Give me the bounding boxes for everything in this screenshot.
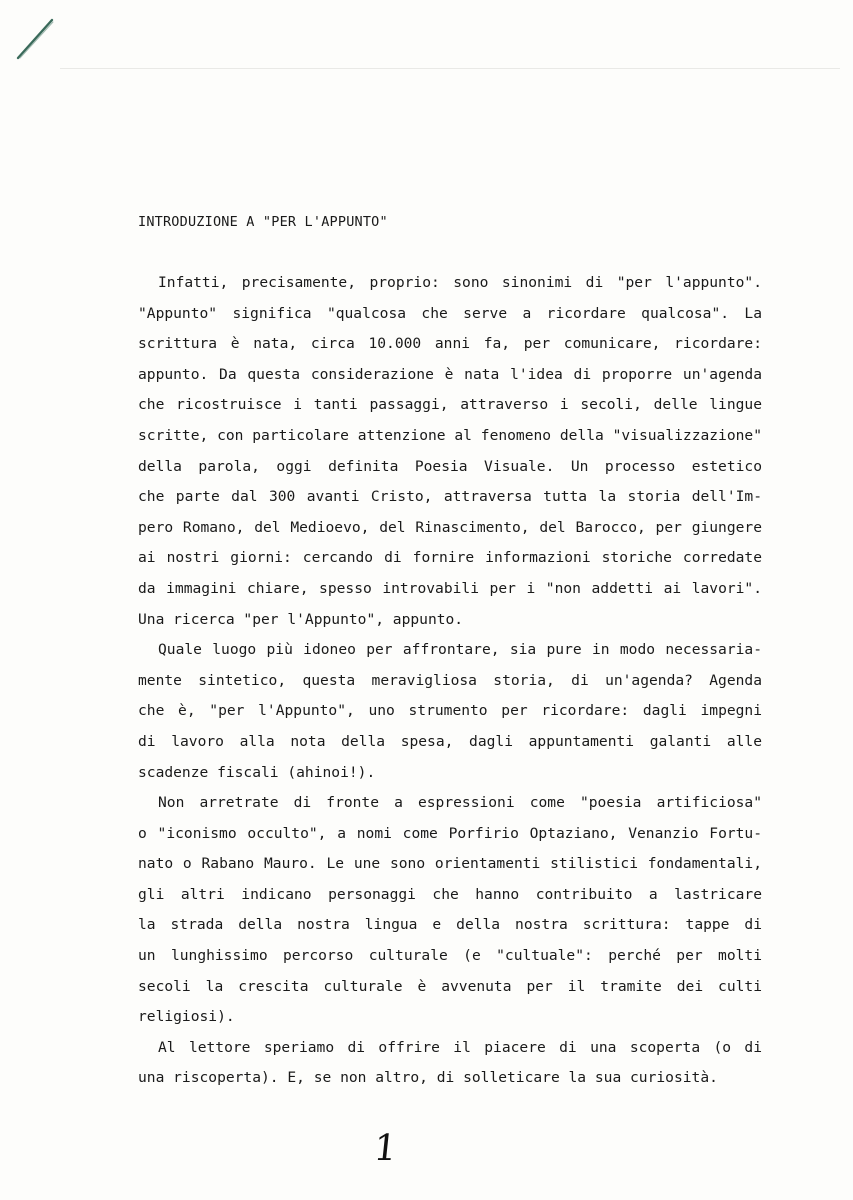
text-line: Infatti, precisamente, proprio: sono sinonimi di "per l'appunto". (158, 274, 762, 291)
document-title: INTRODUZIONE A "PER L'APPUNTO" (138, 214, 388, 230)
paragraph-2 (138, 635, 762, 788)
pen-stroke-icon (14, 14, 56, 62)
text-line: secoli la crescita culturale è avvenuta per il tramite dei culti (138, 977, 762, 995)
page-number: 1 (371, 1128, 400, 1169)
paragraph-3 (138, 788, 762, 1033)
text-line: da immagini chiare, spesso introvabili per i "non addetti ai lavori". (138, 579, 762, 597)
paragraph-4 (138, 1033, 762, 1094)
text-line: della parola, oggi definita Poesia Visuale. Un processo estetico (138, 457, 762, 475)
text-line: appunto. Da questa considerazione è nata l'idea di proporre un'agenda (138, 365, 762, 383)
text-line: Non arretrate di fronte a espressioni come "poesia artificiosa" (158, 794, 762, 812)
text-line: religiosi). (138, 1008, 235, 1026)
text-line: gli altri indicano personaggi che hanno contribuito a lastricare (138, 885, 762, 903)
text-line: o "iconismo occulto", a nomi come Porfirio Optaziano, Venanzio Fortu- (138, 824, 762, 842)
text-line: Una ricerca "per l'Appunto", appunto. (138, 610, 464, 628)
text-line: che ricostruisce i tanti passaggi, attraverso i secoli, delle lingue (138, 396, 762, 414)
text-line: che è, "per l'Appunto", uno strumento per ricordare: dagli impegni (138, 702, 762, 720)
text-line: pero Romano, del Medioevo, del Rinascimento, del Barocco, per giungere (138, 518, 762, 536)
text-line: un lunghissimo percorso culturale (e "cultuale": perché per molti (138, 947, 762, 965)
text-line: una riscoperta). E, se non altro, di solleticare la sua curiosità. (138, 1069, 718, 1087)
text-line: "Appunto" significa "qualcosa che serve a ricordare qualcosa". La (138, 304, 762, 322)
paragraph-1 (138, 268, 762, 635)
text-line: scritte, con particolare attenzione al fenomeno della "visualizzazione" (138, 426, 762, 444)
text-line: la strada della nostra lingua e della nostra scrittura: tappe di (138, 916, 762, 934)
text-line: scrittura è nata, circa 10.000 anni fa, per comunicare, ricordare: (138, 335, 762, 353)
text-line: mente sintetico, questa meravigliosa storia, di un'agenda? Agenda (138, 671, 762, 689)
text-line: Al lettore speriamo di offrire il piacere di una scoperta (o di (158, 1038, 762, 1056)
text-line: scadenze fiscali (ahinoi!). (138, 763, 376, 781)
body-text (138, 268, 762, 1094)
text-line: che parte dal 300 avanti Cristo, attraversa tutta la storia dell'Im- (138, 488, 762, 506)
text-line: nato o Rabano Mauro. Le une sono orientamenti stilistici fondamentali, (138, 855, 762, 873)
text-line: Quale luogo più idoneo per affrontare, sia pure in modo necessaria- (158, 641, 762, 659)
scan-shadow-line (60, 68, 840, 69)
text-line: ai nostri giorni: cercando di fornire informazioni storiche corredate (138, 549, 762, 567)
text-line: di lavoro alla nota della spesa, dagli appuntamenti galanti alle (138, 732, 762, 750)
